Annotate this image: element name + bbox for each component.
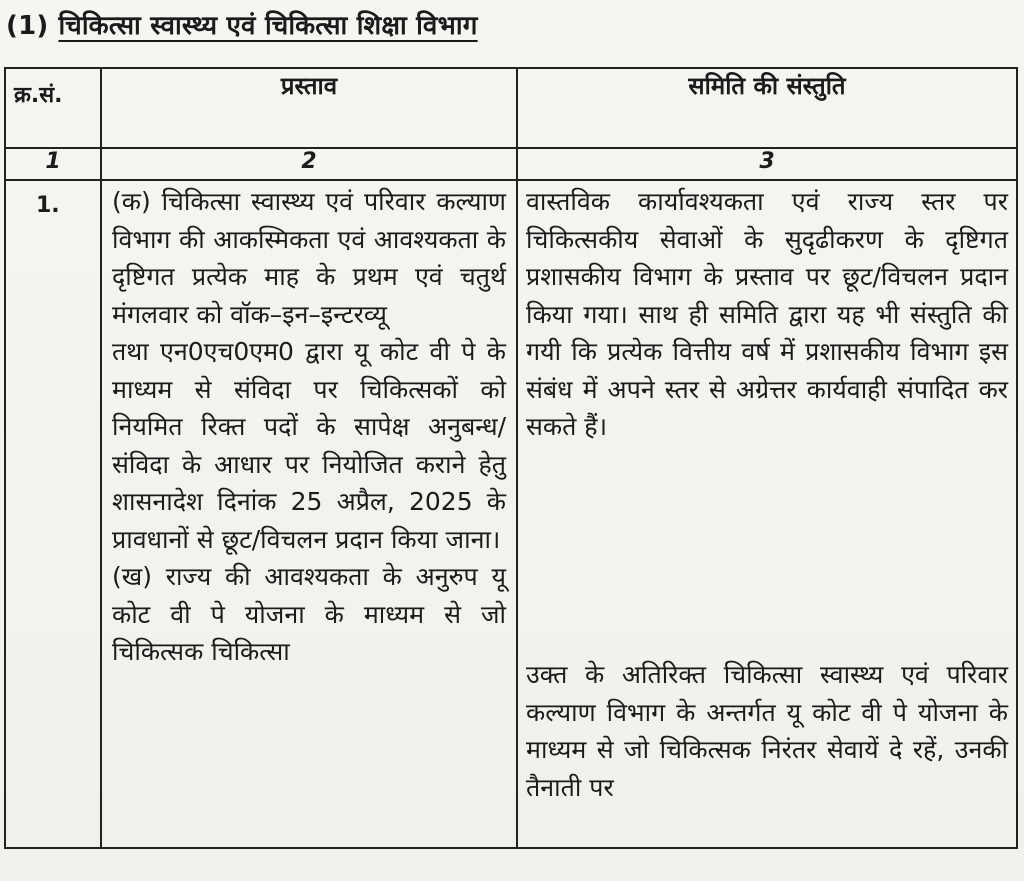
recommendation-paragraph-1: वास्तविक कार्यावश्यकता एवं राज्य स्तर पर चिकित्सकीय सेवाओं के सुदृढीकरण के दृष्टिगत प्रशासकीय विभाग के प्रस्ताव पर छूट/विचलन प्रदान किया गया। साथ ही समिति द्वारा यह भी संस्तुति की गयी कि प्रत्येक वित्तीय वर्ष में प्रशासकीय विभाग इस संबंध में अपने स्तर से अग्रेत्तर कार्यवाही संपादित कर सकते हैं। [526, 187, 1008, 441]
row-serial: 1. [5, 180, 101, 848]
column-number-row [5, 148, 1017, 180]
table-header-row [5, 68, 1017, 148]
header-proposal: प्रस्ताव [101, 68, 517, 148]
table-row [5, 180, 1017, 848]
proposal-paragraph-continued: तथा एन0एच0एम0 द्वारा यू कोट वी पे के माध्यम से संविदा पर चिकित्सकों को नियमित रिक्त पदों के सापेक्ष अनुबन्ध/संविदा के आधार पर नियोजित कराने हेतु शासनादेश दिनांक 25 अप्रैल, 2025 के प्रावधानों से छूट/विचलन प्रदान किया जाना। [112, 337, 506, 554]
column-number-1: 1 [5, 148, 101, 180]
column-number-3: 3 [517, 148, 1017, 180]
recommendation-cell [517, 180, 1017, 848]
section-number: (1) [6, 11, 49, 41]
recommendation-paragraph-2: उक्त के अतिरिक्त चिकित्सा स्वास्थ्य एवं परिवार कल्याण विभाग के अन्तर्गत यू कोट वी पे योजना के माध्यम से जो चिकित्सक निरंतर सेवायें दे रहें, उनकी तैनाती पर [526, 660, 1008, 802]
section-heading [6, 6, 478, 42]
section-title: चिकित्सा स्वास्थ्य एवं चिकित्सा शिक्षा विभाग [58, 11, 478, 41]
proposal-paragraph-kha: (ख) राज्य की आवश्यकता के अनुरुप यू कोट वी पे योजना के माध्यम से जो चिकित्सक चिकित्सा [112, 562, 506, 666]
proposal-table [4, 67, 1018, 849]
proposal-cell [101, 180, 517, 848]
header-serial: क्र.सं. [5, 68, 101, 148]
proposal-paragraph-ka: (क) चिकित्सा स्वास्थ्य एवं परिवार कल्याण विभाग की आकस्मिकता एवं आवश्यकता के दृष्टिगत प्रत्येक माह के प्रथम एवं चतुर्थ मंगलवार को वॉक–इन–इन्टरव्यू [112, 187, 506, 329]
column-number-2: 2 [101, 148, 517, 180]
header-recommendation: समिति की संस्तुति [517, 68, 1017, 148]
